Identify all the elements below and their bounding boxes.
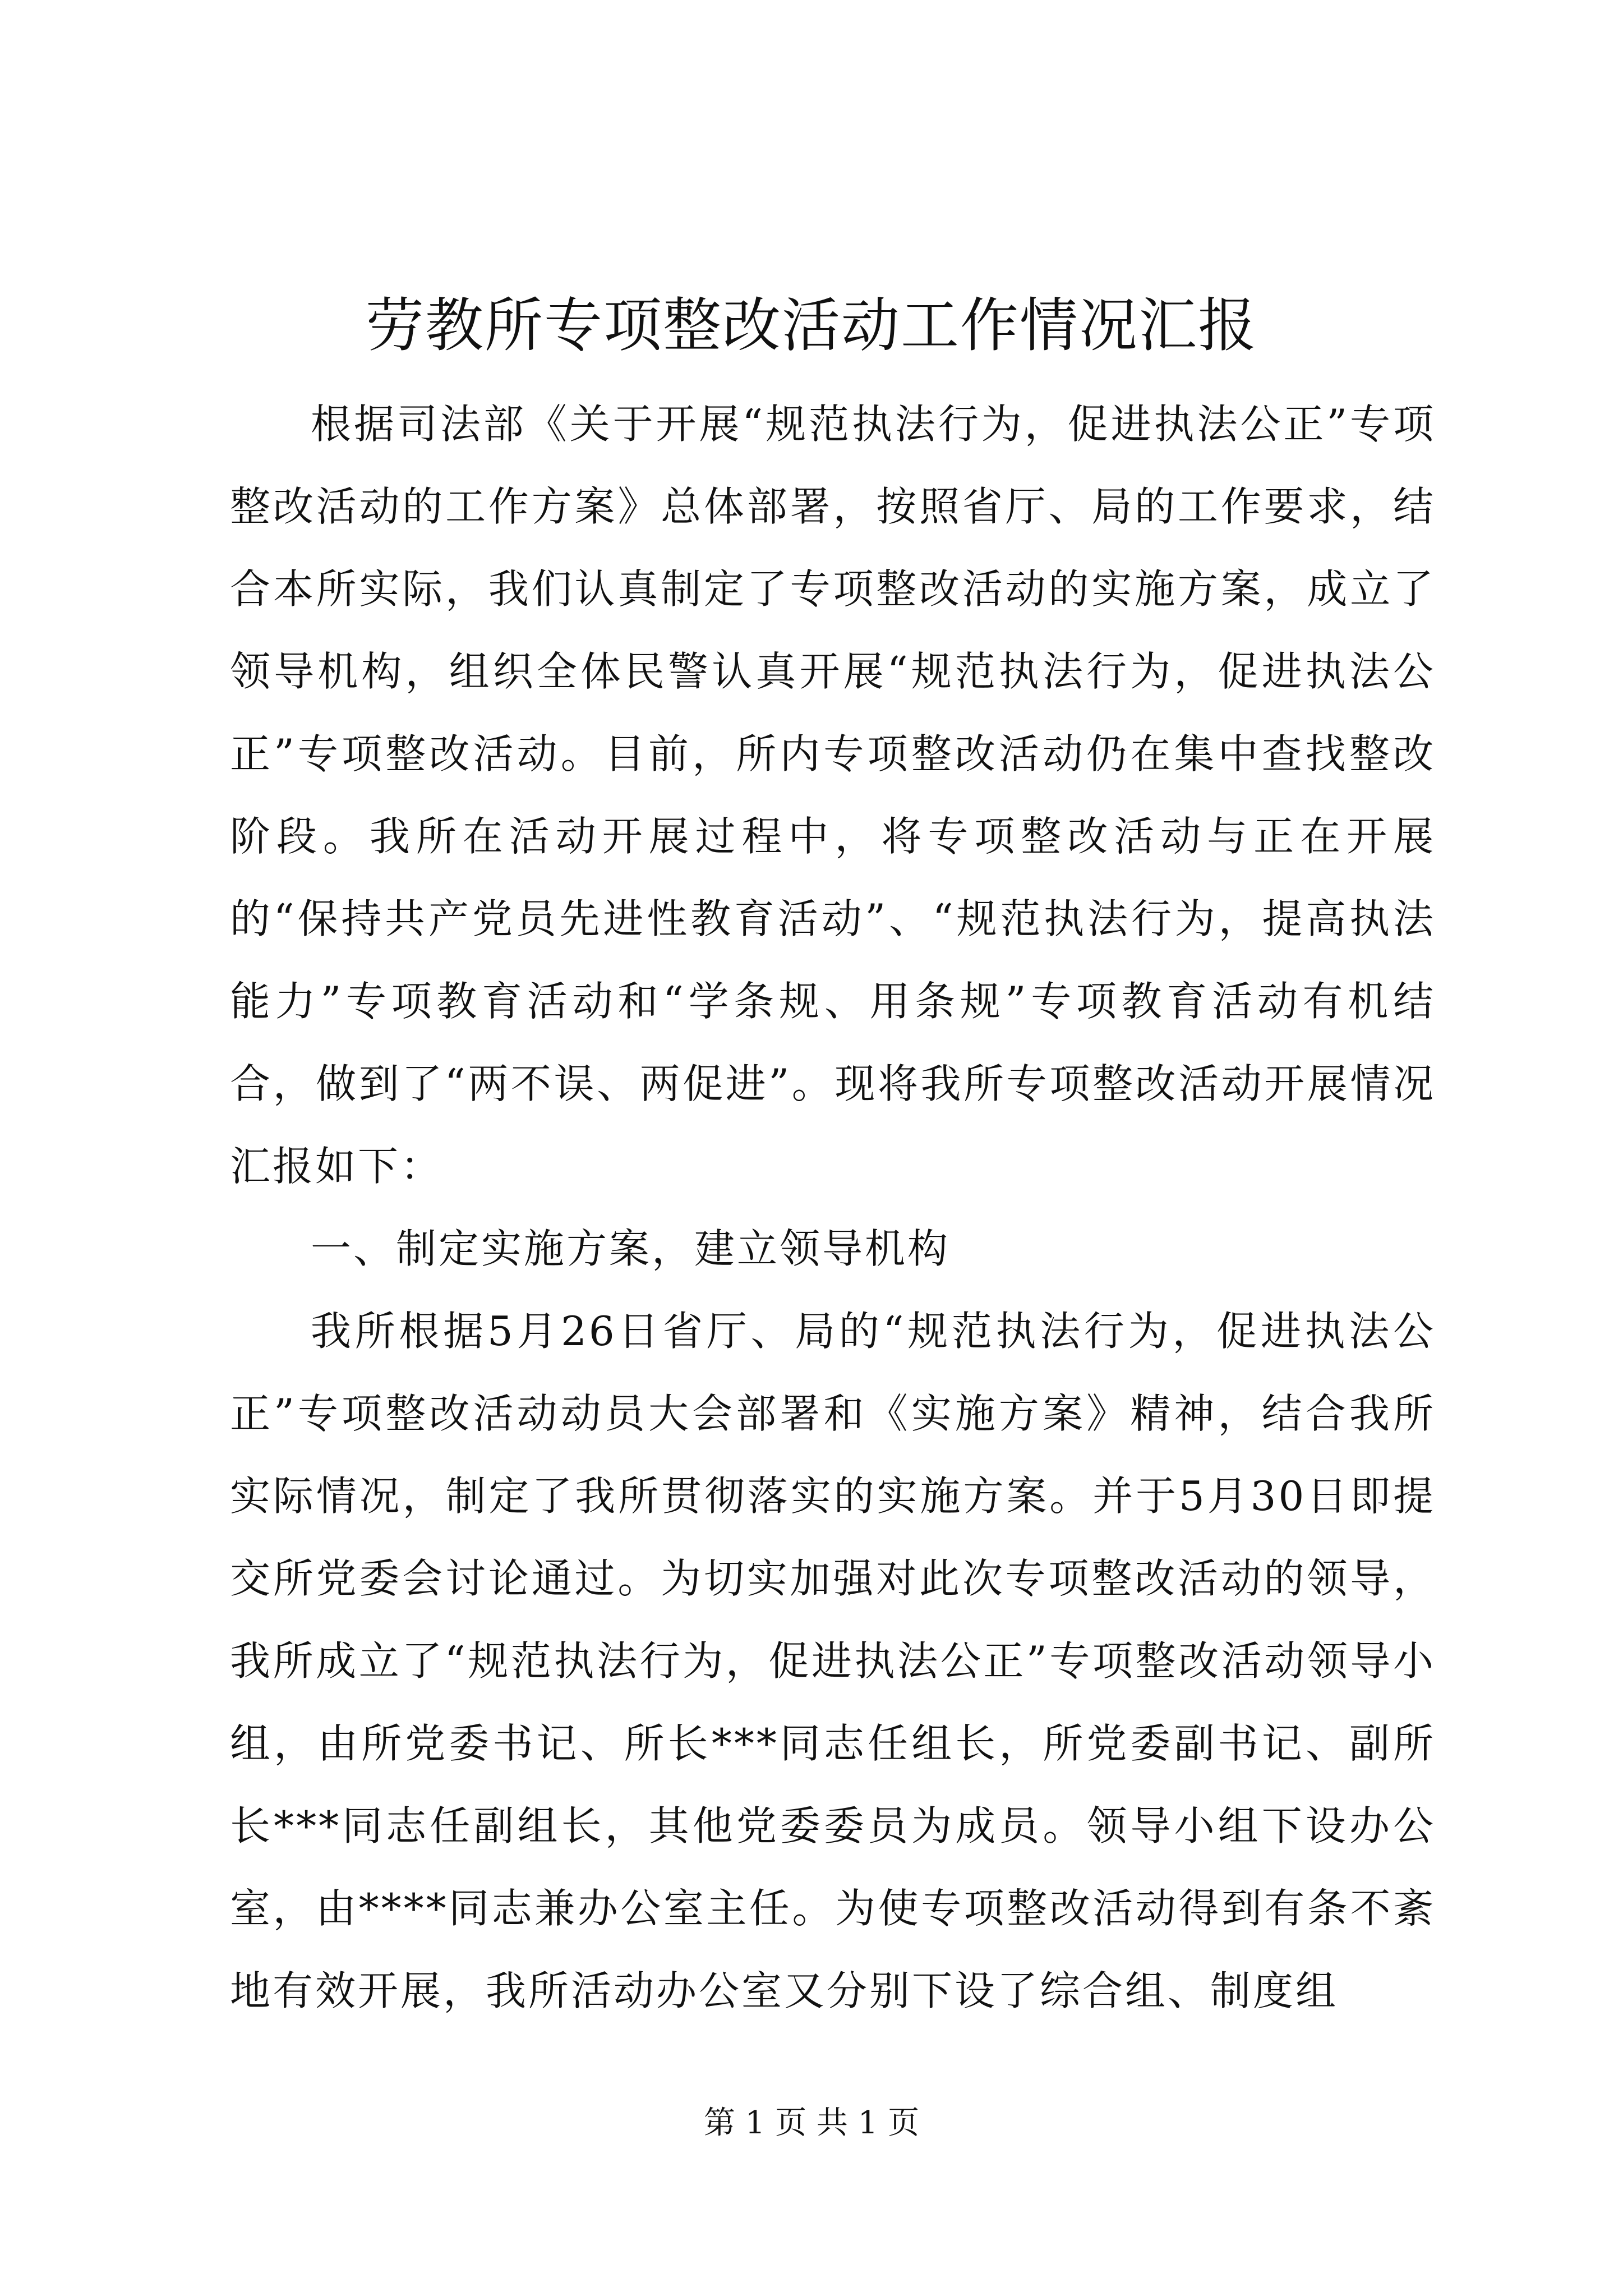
paragraph-intro: 根据司法部《关于开展“规范执法行为，促进执法公正”专项整改活动的工作方案》总体部署，按照省厅、局的工作要求，结合本所实际，我们认真制定了专项整改活动的实施方案，成立了领导机构，组织全体民警认真开展“规范执法行为，促进执法公正”专项整改活动。目前，所内专项整改活动仍在集中查找整改阶段。我所在活动开展过程中，将专项整改活动与正在开展的“保持共产党员先进性教育活动”、“规范执法行为，提高执法能力”专项教育活动和“学条规、用条规”专项教育活动有机结合，做到了“两不误、两促进”。现将我所专项整改活动开展情况汇报如下：	[230, 401, 1436, 1190]
page-footer: 第 1 页 共 1 页	[703, 2105, 920, 2141]
document-title: 劳教所专项整改活动工作情况汇报	[365, 291, 1257, 360]
section-heading-1: 一、制定实施方案，建立领导机构	[311, 1225, 951, 1272]
paragraph-section-1: 我所根据5月26日省厅、局的“规范执法行为，促进执法公正”专项整改活动动员大会部署和《实施方案》精神，结合我所实际情况，制定了我所贯彻落实的实施方案。并于5月30日即提交所党委会讨论通过。为切实加强对此次专项整改活动的领导，我所成立了“规范执法行为，促进执法公正”专项整改活动领导小组，由所党委书记、所长***同志任组长，所党委副书记、副所长***同志任副组长，其他党委委员为成员。领导小组下设办公室，由****同志兼办公室主任。为使专项整改活动得到有条不紊地有效开展，我所活动办公室又分别下设了综合组、制度组	[230, 1308, 1436, 2014]
document-body	[230, 383, 1436, 2032]
